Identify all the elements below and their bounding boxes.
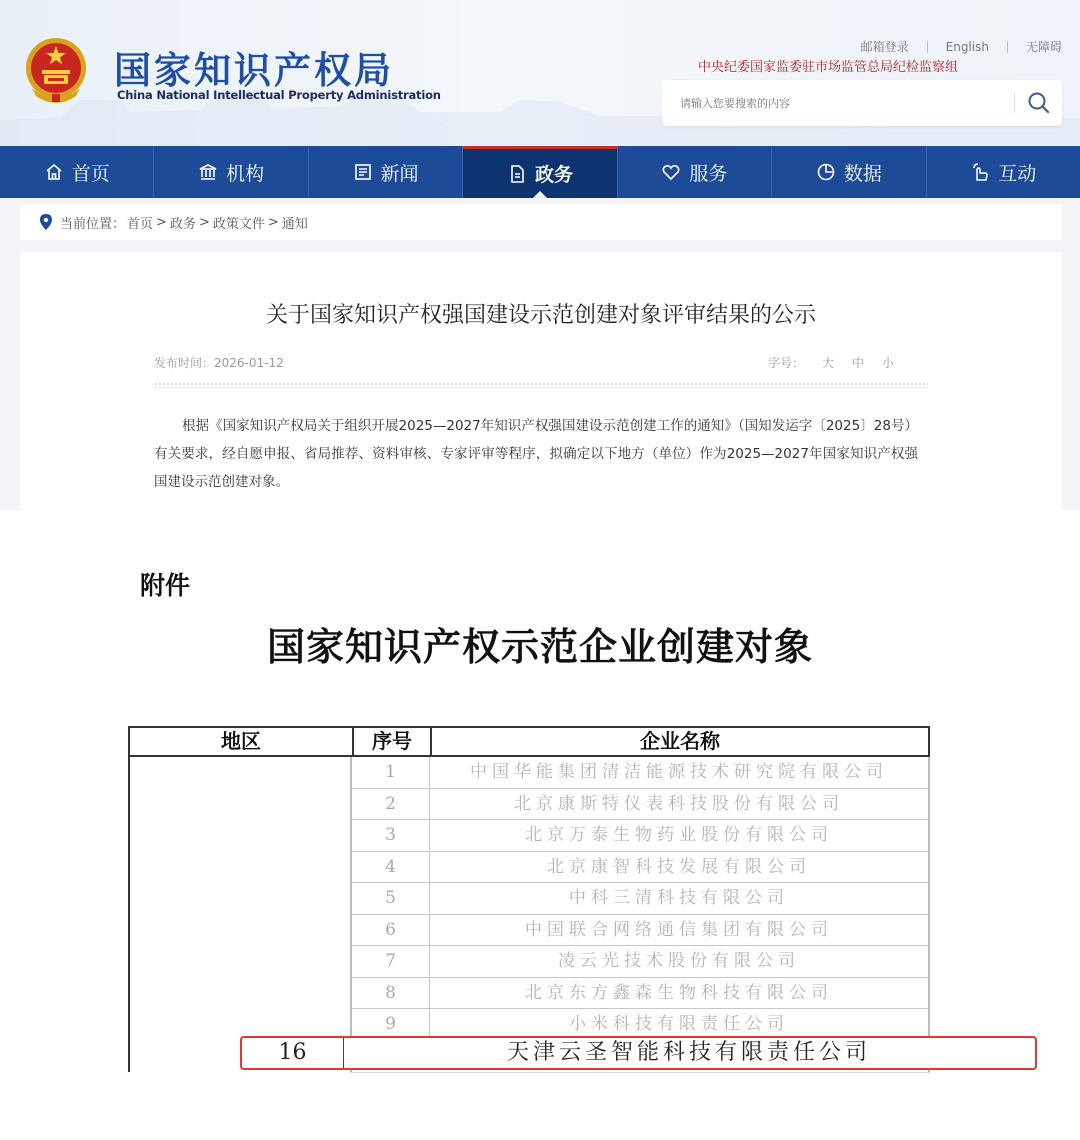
cropped-row-fragment [350,1072,930,1078]
publish-date-label: 发布时间： [154,356,215,370]
row-number: 5 [352,883,430,913]
nav-service[interactable] [618,146,772,198]
table-row [352,820,928,852]
search-divider [1014,93,1015,113]
company-name: 小米科技有限责任公司 [569,1014,789,1034]
breadcrumb-prefix: 当前位置： [60,216,126,232]
table-row [352,915,928,947]
site-header [0,0,1080,146]
image-cutoff [0,1072,1080,1140]
nav-institution[interactable] [154,146,308,198]
publish-date-value: 2026-01-12 [214,356,284,370]
table-row [352,883,928,915]
row-number: 2 [352,789,430,819]
company-name: 北京康斯特仪表科技股份有限公司 [514,793,844,814]
site-logo-en[interactable]: China National Intellectual Property Administration [117,88,441,102]
nav-label: 互动 [998,162,1037,185]
home-icon [44,162,64,182]
company-name: 中科三清科技有限公司 [569,888,789,908]
font-size-large[interactable]: 大 [821,356,834,370]
highlighted-row [240,1036,1037,1070]
table-left-border [128,757,130,1082]
enterprise-table [128,726,930,1082]
breadcrumb-separator: > [198,214,210,230]
nav-label: 首页 [71,162,110,185]
location-pin-icon [40,214,52,230]
nav-interaction[interactable] [927,146,1080,198]
table-row [352,757,928,789]
nav-label: 新闻 [380,162,419,185]
attachment-label: 附件 [140,571,191,600]
table-header [128,726,930,757]
search-icon[interactable] [1022,86,1056,120]
font-size-medium[interactable]: 中 [851,356,864,370]
discipline-inspection-link[interactable]: 中央纪委国家监委驻市场监管总局纪检监察组 [697,60,958,75]
service-icon [661,162,681,182]
row-number: 8 [352,978,430,1008]
interact-icon [970,162,990,182]
row-number: 3 [352,820,430,850]
breadcrumb-separator: > [156,214,167,230]
highlighted-company-name: 天津云圣智能科技有限责任公司 [506,1040,871,1065]
font-size-small[interactable]: 小 [881,356,894,370]
row-number: 9 [352,1009,430,1039]
company-name: 北京康智科技发展有限公司 [547,856,811,877]
nav-home[interactable] [0,146,154,198]
article-title: 关于国家知识产权强国建设示范创建对象评审结果的公示 [265,303,816,328]
news-icon [353,162,373,182]
publish-date [154,354,284,371]
row-number: 6 [352,915,430,945]
column-header-number: 序号 [354,728,432,755]
document-icon [507,164,527,184]
link-divider [927,41,928,53]
main-nav [0,146,1080,198]
nav-label: 服务 [689,162,728,185]
site-logo-cn[interactable]: 国家知识产权局 [114,49,394,92]
table-row [352,789,928,821]
nav-data[interactable] [772,146,926,198]
search-box [662,80,1062,126]
nav-label: 机构 [226,162,265,185]
highlighted-row-number: 16 [242,1038,344,1068]
nav-news[interactable] [309,146,463,198]
table-row [352,852,928,884]
breadcrumb-home[interactable]: 首页 [127,216,154,232]
breadcrumb-separator: > [267,214,279,230]
content-area [0,198,1080,510]
top-links [861,38,1062,55]
national-emblem-icon [24,36,88,104]
row-number: 7 [352,946,430,976]
table-row [352,978,928,1010]
table-right-border [928,757,930,1082]
breadcrumb-notice[interactable]: 通知 [281,216,308,232]
company-name: 北京万泰生物药业股份有限公司 [525,825,833,845]
column-header-region: 地区 [130,728,354,755]
article-body: 根据《国家知识产权局关于组织开展2025—2027年知识产权强国建设示范创建工作的通知》（国知发运字〔2025〕28号）有关要求，经自愿申报、省局推荐、资料审核、专家评审等程序，拟确定以下地方（单位）作为2025—2027年国家知识产权强国建设示范创建对象。 [154,418,918,490]
font-size-label: 字号： [767,356,804,370]
nav-label: 数据 [843,162,882,185]
breadcrumb [20,204,1062,240]
accessibility-link[interactable]: 无障碍 [1025,40,1062,54]
table-row [352,946,928,978]
breadcrumb-government-affairs[interactable]: 政务 [169,216,196,232]
company-name: 北京东方鑫森生物科技有限公司 [525,982,833,1003]
link-divider [1007,41,1008,53]
attachment-title: 国家知识产权示范企业创建对象 [266,624,813,669]
chart-icon [816,162,836,182]
institution-icon [198,162,218,182]
search-input[interactable] [662,80,1012,126]
breadcrumb-policy-documents[interactable]: 政策文件 [212,216,265,232]
company-name: 中国华能集团清洁能源技术研究院有限公司 [470,762,888,782]
company-name: 中国联合网络通信集团有限公司 [525,919,833,940]
row-number: 4 [352,852,430,882]
article-card [20,252,1062,510]
nav-government-affairs[interactable] [463,146,617,198]
dotted-divider [154,382,928,388]
font-size-switcher [768,354,894,371]
row-number: 1 [352,757,430,787]
mail-login-link[interactable]: 邮箱登录 [860,40,909,54]
column-header-company: 企业名称 [640,729,720,753]
nav-label: 政务 [534,164,573,186]
company-name: 凌云光技术股份有限公司 [558,951,800,971]
english-link[interactable]: English [945,39,989,54]
